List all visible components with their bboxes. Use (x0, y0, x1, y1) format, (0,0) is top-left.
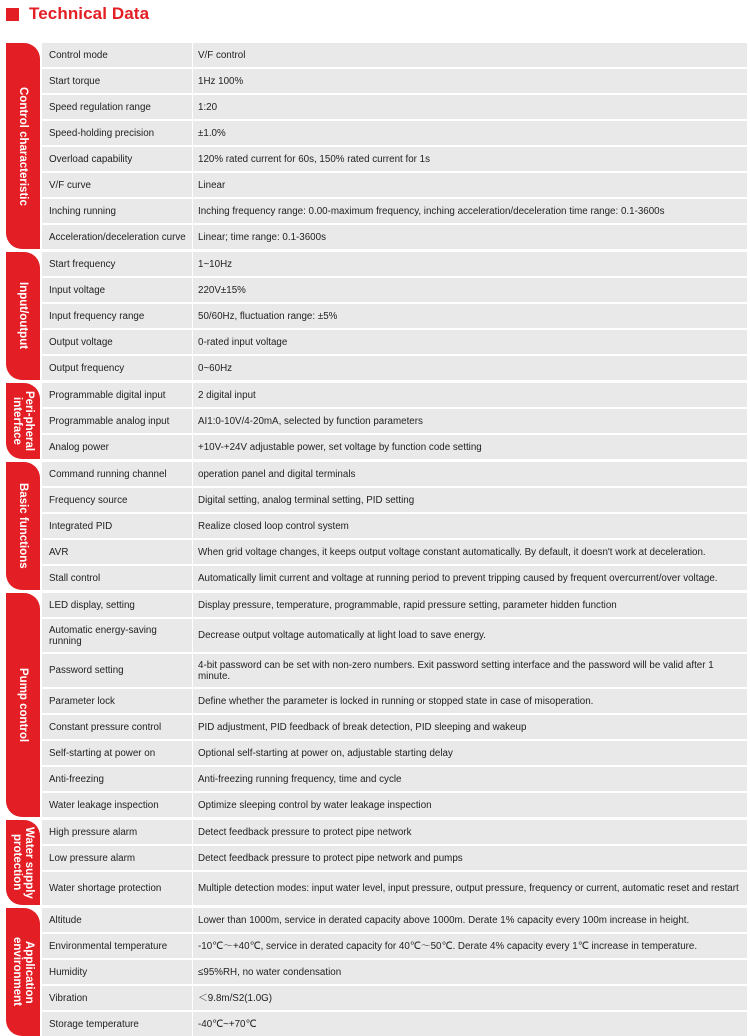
param-name: Anti-freezing (49, 773, 104, 785)
param-value-cell (193, 488, 747, 512)
table-row (42, 173, 747, 197)
table-row (42, 593, 747, 617)
group-label-tab (6, 820, 40, 905)
table-row (42, 278, 747, 302)
param-value-cell (193, 908, 747, 932)
group-label: Basic functions (17, 483, 29, 569)
param-value: ≤95%RH, no water condensation (198, 966, 342, 978)
param-name-cell (42, 488, 193, 512)
param-value: Automatically limit current and voltage at running period to prevent tripping caused by frequent overcurrent/over voltage. (198, 572, 718, 584)
param-name-cell (42, 715, 193, 739)
param-value-cell (193, 304, 747, 328)
param-name: Input frequency range (49, 310, 145, 322)
table-row (42, 820, 747, 844)
param-value-cell (193, 330, 747, 354)
group-label: Pump control (17, 667, 29, 743)
param-name: Acceleration/deceleration curve (49, 231, 186, 243)
param-name: AVR (49, 546, 69, 558)
spec-group (6, 462, 747, 590)
group-label-tab (6, 252, 40, 380)
param-value: Decrease output voltage automatically at light load to save energy. (198, 630, 486, 641)
table-row (42, 934, 747, 958)
param-value-cell (193, 43, 747, 67)
param-name: Environmental temperature (49, 940, 168, 952)
param-name: Speed regulation range (49, 101, 151, 113)
table-row (42, 619, 747, 652)
param-name-cell (42, 908, 193, 932)
param-value: -10℃～+40℃, service in derated capacity for 40℃～50℃. Derate 4% capacity every 1℃ increase in temperature. (198, 940, 698, 952)
param-value: Define whether the parameter is locked in running or stopped state in case of misoperation. (198, 695, 594, 707)
param-value: Detect feedback pressure to protect pipe network and pumps (198, 852, 463, 864)
param-value-cell (193, 199, 747, 223)
spec-group (6, 593, 747, 817)
group-label: Input/output (17, 282, 29, 350)
param-name-cell (42, 540, 193, 564)
param-name-cell (42, 330, 193, 354)
param-name-cell (42, 383, 193, 407)
param-value: Optimize sleeping control by water leakage inspection (198, 799, 432, 811)
param-value-cell (193, 356, 747, 380)
param-value: Detect feedback pressure to protect pipe network (198, 826, 412, 838)
param-name-cell (42, 986, 193, 1010)
group-label-tab (6, 43, 40, 249)
param-name: Programmable digital input (49, 389, 166, 401)
table-row (42, 566, 747, 590)
param-value: Multiple detection modes: input water level, input pressure, output pressure, frequency or current, automatic reset and restart (198, 883, 739, 894)
table-row (42, 121, 747, 145)
table-row (42, 95, 747, 119)
param-value-cell (193, 593, 747, 617)
param-value-cell (193, 147, 747, 171)
spec-group (6, 252, 747, 380)
param-value-cell (193, 514, 747, 538)
group-label-tab (6, 462, 40, 590)
param-value-cell (193, 95, 747, 119)
param-value-cell (193, 741, 747, 765)
param-name-cell (42, 654, 193, 687)
table-row (42, 356, 747, 380)
param-value-cell (193, 566, 747, 590)
param-name-cell (42, 252, 193, 276)
param-value: AI1:0-10V/4-20mA, selected by function parameters (198, 415, 423, 427)
table-row (42, 462, 747, 486)
param-value: 4-bit password can be set with non-zero numbers. Exit password setting interface and the password will be valid after 1 minute. (198, 659, 714, 682)
param-value: Digital setting, analog terminal setting, PID setting (198, 494, 415, 506)
param-name-cell (42, 741, 193, 765)
table-row (42, 409, 747, 433)
spec-group (6, 43, 747, 249)
param-value-cell (193, 689, 747, 713)
param-value: operation panel and digital terminals (198, 468, 356, 480)
param-name: Command running channel (49, 468, 167, 480)
param-name: Humidity (49, 966, 88, 978)
param-value-cell (193, 540, 747, 564)
param-name: Altitude (49, 914, 82, 926)
table-row (42, 793, 747, 817)
table-row (42, 689, 747, 713)
group-label: Application environment (11, 937, 35, 1007)
param-value-cell (193, 619, 747, 652)
table-row (42, 225, 747, 249)
table-row (42, 1012, 747, 1036)
param-name: Analog power (49, 441, 109, 453)
param-value: 50/60Hz, fluctuation range: ±5% (198, 310, 338, 322)
section-header (6, 3, 149, 25)
param-name: Self-starting at power on (49, 747, 156, 759)
spec-group (6, 383, 747, 459)
group-label: Water supply protection (11, 826, 35, 899)
param-value: 120% rated current for 60s, 150% rated current for 1s (198, 153, 430, 165)
group-label-tab (6, 908, 40, 1036)
param-name-cell (42, 846, 193, 870)
param-name: Frequency source (49, 494, 128, 506)
table-row (42, 872, 747, 905)
param-value: +10V-+24V adjustable power, set voltage by function code setting (198, 441, 482, 453)
table-row (42, 147, 747, 171)
param-value-cell (193, 435, 747, 459)
table-row (42, 199, 747, 223)
param-name: Output voltage (49, 336, 113, 348)
param-name: Water shortage protection (49, 883, 162, 894)
group-label-tab (6, 383, 40, 459)
group-label-tab (6, 593, 40, 817)
param-value-cell (193, 872, 747, 905)
param-name-cell (42, 872, 193, 905)
param-value: Linear; time range: 0.1-3600s (198, 231, 326, 243)
param-value-cell (193, 1012, 747, 1036)
param-name: Low pressure alarm (49, 852, 136, 864)
param-name-cell (42, 767, 193, 791)
param-value-cell (193, 934, 747, 958)
param-name-cell (42, 409, 193, 433)
param-value: Linear (198, 179, 226, 191)
param-value-cell (193, 654, 747, 687)
param-name-cell (42, 95, 193, 119)
param-name-cell (42, 960, 193, 984)
param-value: Display pressure, temperature, programmable, rapid pressure setting, parameter hidden function (198, 599, 617, 611)
param-name: Programmable analog input (49, 415, 170, 427)
table-row (42, 741, 747, 765)
param-name-cell (42, 173, 193, 197)
table-row (42, 252, 747, 276)
table-row (42, 304, 747, 328)
param-name-cell (42, 43, 193, 67)
table-row (42, 488, 747, 512)
param-name: Parameter lock (49, 695, 115, 707)
param-name: Input voltage (49, 284, 106, 296)
param-value: 1Hz 100% (198, 75, 244, 87)
param-value: ±1.0% (198, 127, 226, 139)
param-value: Optional self-starting at power on, adjustable starting delay (198, 747, 453, 759)
param-value-cell (193, 820, 747, 844)
param-name: High pressure alarm (49, 826, 138, 838)
group-label: Peri-pheral interface (11, 390, 35, 452)
param-name-cell (42, 793, 193, 817)
param-value-cell (193, 173, 747, 197)
group-label: Control characteristic (17, 86, 29, 206)
spec-group (6, 908, 747, 1036)
param-name: Water leakage inspection (49, 799, 159, 811)
param-value: 2 digital input (198, 389, 256, 401)
param-name-cell (42, 69, 193, 93)
param-value: 1~10Hz (198, 258, 233, 270)
param-name: Password setting (49, 665, 124, 676)
param-value: ＜9.8m/S2(1.0G) (198, 992, 273, 1004)
param-value-cell (193, 960, 747, 984)
param-name-cell (42, 593, 193, 617)
param-name-cell (42, 225, 193, 249)
param-name-cell (42, 199, 193, 223)
param-value-cell (193, 462, 747, 486)
param-value-cell (193, 767, 747, 791)
param-value: When grid voltage changes, it keeps output voltage constant automatically. By default, it doesn't work at deceleration. (198, 546, 706, 558)
table-row (42, 43, 747, 67)
table-row (42, 514, 747, 538)
table-row (42, 908, 747, 932)
param-value: Inching frequency range: 0.00-maximum frequency, inching acceleration/deceleration time range: 0.1-3600s (198, 205, 665, 217)
param-value-cell (193, 278, 747, 302)
param-value: 220V±15% (198, 284, 246, 296)
table-row (42, 654, 747, 687)
param-value: Realize closed loop control system (198, 520, 349, 532)
param-value: V/F control (198, 49, 246, 61)
param-value-cell (193, 252, 747, 276)
param-name: Inching running (49, 205, 116, 217)
table-row (42, 767, 747, 791)
param-value: 0~60Hz (198, 362, 233, 374)
param-name: Overload capability (49, 153, 133, 165)
table-row (42, 69, 747, 93)
param-name: Constant pressure control (49, 721, 162, 733)
table-row (42, 435, 747, 459)
param-name: Stall control (49, 572, 101, 584)
param-value-cell (193, 846, 747, 870)
param-value: -40℃~+70℃ (198, 1018, 257, 1030)
param-name-cell (42, 689, 193, 713)
spec-group (6, 820, 747, 905)
param-name-cell (42, 435, 193, 459)
table-row (42, 383, 747, 407)
param-value-cell (193, 69, 747, 93)
param-name: Output frequency (49, 362, 125, 374)
param-name: Speed-holding precision (49, 127, 155, 139)
param-name-cell (42, 514, 193, 538)
param-name-cell (42, 820, 193, 844)
param-value: 1:20 (198, 101, 218, 113)
param-name-cell (42, 619, 193, 652)
param-name: LED display, setting (49, 599, 135, 611)
red-square-icon (6, 8, 19, 21)
param-value-cell (193, 986, 747, 1010)
param-name-cell (42, 304, 193, 328)
param-value-cell (193, 793, 747, 817)
param-value: PID adjustment, PID feedback of break detection, PID sleeping and wakeup (198, 721, 527, 733)
param-name-cell (42, 462, 193, 486)
param-name: Integrated PID (49, 520, 113, 532)
param-name: Start torque (49, 75, 101, 87)
param-name: Control mode (49, 49, 108, 61)
param-name-cell (42, 356, 193, 380)
table-row (42, 960, 747, 984)
param-value: Anti-freezing running frequency, time and cycle (198, 773, 402, 785)
param-name: V/F curve (49, 179, 91, 191)
param-value: 0-rated input voltage (198, 336, 288, 348)
param-name-cell (42, 566, 193, 590)
param-name: Storage temperature (49, 1018, 139, 1030)
param-value: Lower than 1000m, service in derated capacity above 1000m. Derate 1% capacity every 100m increase in height. (198, 914, 690, 926)
table-row (42, 986, 747, 1010)
param-value-cell (193, 409, 747, 433)
param-name-cell (42, 1012, 193, 1036)
param-value-cell (193, 383, 747, 407)
param-value-cell (193, 121, 747, 145)
table-row (42, 540, 747, 564)
param-name: Start frequency (49, 258, 116, 270)
param-name: Automatic energy-saving running (49, 624, 157, 647)
table-row (42, 330, 747, 354)
table-row (42, 846, 747, 870)
param-name-cell (42, 147, 193, 171)
section-title: Technical Data (29, 4, 150, 23)
param-name-cell (42, 934, 193, 958)
param-name-cell (42, 278, 193, 302)
param-value-cell (193, 225, 747, 249)
param-name-cell (42, 121, 193, 145)
param-value-cell (193, 715, 747, 739)
param-name: Vibration (49, 992, 88, 1004)
table-row (42, 715, 747, 739)
